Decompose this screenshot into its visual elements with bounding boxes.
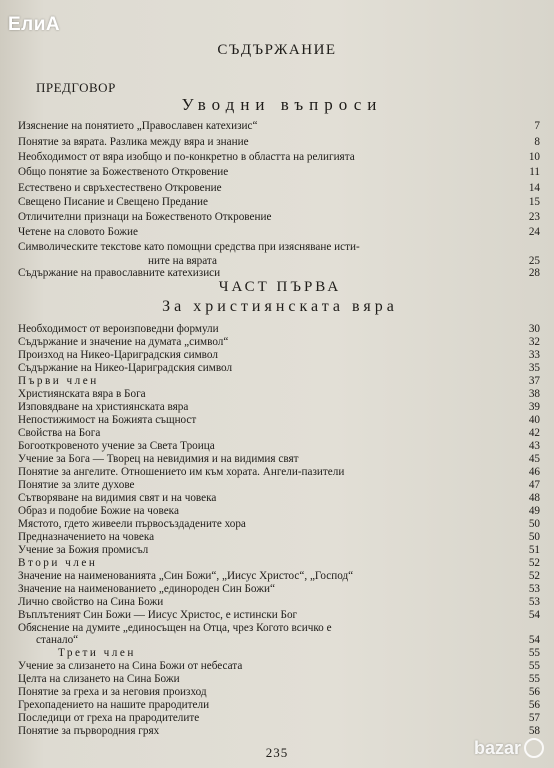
toc-entry-title: Втори член: [18, 557, 98, 569]
toc-entry-page: 11: [529, 166, 540, 178]
part-title: За християнската вяра: [162, 298, 398, 315]
toc-entry-page: 14: [528, 182, 540, 194]
toc-entry-title: Значение на наименованията „Син Божи“, „Иисус Христос“, „Господ“: [18, 570, 354, 582]
page-title: СЪДЪРЖАНИЕ: [217, 42, 337, 58]
toc-entry: [18, 241, 540, 253]
toc-entry-page: 52: [528, 570, 540, 582]
toc-entry: [18, 570, 540, 582]
toc-entry: [18, 414, 540, 426]
toc-entry-title: Понятие за злите духове: [18, 479, 135, 491]
toc-entry: [18, 388, 540, 400]
toc-entry: [18, 151, 540, 163]
toc-entry-page: 55: [528, 660, 540, 672]
toc-entry-page: 15: [528, 196, 540, 208]
toc-entry-page: 30: [528, 323, 540, 335]
toc-entry: [18, 673, 540, 685]
toc-entry-page: 43: [528, 440, 540, 452]
toc-entry-page: 24: [528, 226, 540, 238]
toc-entry: [18, 583, 540, 595]
toc-entry-page: 25: [528, 255, 540, 267]
toc-entry-page: 35: [528, 362, 540, 374]
toc-entry-page: 56: [528, 699, 540, 711]
toc-entry-title: Четене на словото Божие: [18, 226, 138, 238]
toc-entry-title: Християнската вяра в Бога: [18, 388, 146, 400]
toc-entry: [18, 267, 540, 279]
toc-entry-page: 50: [528, 518, 540, 530]
toc-entry-page: 45: [528, 453, 540, 465]
toc-entry-page: 32: [528, 336, 540, 348]
toc-entry: [18, 596, 540, 608]
toc-entry-page: 39: [528, 401, 540, 413]
toc-entry-page: 53: [528, 596, 540, 608]
toc-entry-page: 56: [528, 686, 540, 698]
logo-circle-icon: [524, 738, 544, 758]
toc-entry-page: 10: [528, 151, 540, 163]
toc-entry-title: Въплътеният Син Божи — Иисус Христос, е истински Бог: [18, 609, 298, 621]
toc-entry-page: 52: [528, 557, 540, 569]
toc-entry-title: Общо понятие за Божественото Откровение: [18, 166, 229, 178]
toc-entry: [18, 136, 540, 148]
toc-entry-title: Съдържание на Никео-Цариградския символ: [18, 362, 233, 374]
bazar-logo-text: bazar: [473, 737, 521, 758]
toc-entry: [18, 531, 540, 543]
toc-entry-title: Понятие за греха и за неговия произход: [18, 686, 207, 698]
toc-entry: [18, 609, 540, 621]
toc-entry: [18, 660, 540, 672]
toc-entry-title: Последици от греха на прародителите: [18, 712, 200, 724]
toc-entry: [18, 401, 540, 413]
toc-member-heading: [18, 647, 540, 659]
toc-entry-title: Обяснение на думите „единосъщен на Отца, чрез Когото всичко е: [18, 622, 332, 634]
toc-entry-title: Целта на слизането на Сина Божи: [18, 673, 180, 685]
toc-entry-page: 55: [528, 647, 540, 659]
toc-entry: [18, 336, 540, 348]
toc-entry-page: 54: [528, 609, 540, 621]
toc-entry-page: 53: [528, 583, 540, 595]
toc-entry: [18, 686, 540, 698]
toc-entry: [18, 349, 540, 361]
toc-member-heading: [18, 375, 540, 387]
toc-entry-page: 33: [528, 349, 540, 361]
toc-entry-title: Богооткровеното учение за Света Троица: [18, 440, 215, 452]
toc-entry-title: Учение за Божия промисъл: [18, 544, 149, 556]
toc-entry-title: Изповядване на християнската вяра: [18, 401, 189, 413]
toc-entry-title: Непостижимост на Божията същност: [18, 414, 197, 426]
toc-entry-title: Необходимост от вероизповедни формули: [18, 323, 219, 335]
toc-entry-title: Трети член: [58, 647, 136, 659]
page-number: 235: [265, 745, 289, 760]
toc-entry-title: станало“: [36, 634, 79, 646]
toc-entry: [18, 323, 540, 335]
toc-entry-title: Сътворяване на видимия свят и на човека: [18, 492, 217, 504]
toc-entry-page: 37: [528, 375, 540, 387]
toc-entry-title: Произход на Никео-Цариградския символ: [18, 349, 218, 361]
toc-entry-page: 46: [528, 466, 540, 478]
toc-member-heading: [18, 557, 540, 569]
toc-entry-title: Мястото, гдето живеели първосъздадените хора: [18, 518, 246, 530]
section-heading-introductory: Уводни въпроси: [181, 95, 383, 114]
toc-entry: [18, 255, 540, 267]
toc-entry-title: Предназначението на човека: [18, 531, 155, 543]
toc-entry: [18, 505, 540, 517]
toc-entry: [18, 634, 540, 646]
toc-entry: [18, 196, 540, 208]
toc-entry-page: 58: [528, 725, 540, 737]
toc-entry-title: ните на вярата: [148, 255, 217, 267]
toc-entry-title: Учение за слизането на Сина Божи от небесата: [18, 660, 243, 672]
toc-entry-page: 50: [528, 531, 540, 543]
toc-entry-page: 40: [528, 414, 540, 426]
toc-entry-page: 7: [534, 120, 540, 132]
toc-entry-page: 57: [528, 712, 540, 724]
toc-entry: [18, 622, 540, 634]
toc-entry: [18, 466, 540, 478]
toc-entry-page: 28: [528, 267, 540, 279]
toc-entry-title: Първи член: [18, 375, 99, 387]
toc-entry-title: Свещено Писание и Свещено Предание: [18, 196, 208, 208]
toc-entry: [18, 182, 540, 194]
toc-entry-page: 55: [528, 673, 540, 685]
toc-entry-title: Лично свойство на Сина Божи: [18, 596, 164, 608]
toc-entry-title: Свойства на Бога: [18, 427, 101, 439]
toc-entry: [18, 544, 540, 556]
toc-entry: [18, 211, 540, 223]
toc-entry-title: Понятие за ангелите. Отношението им към хората. Ангели-пазители: [18, 466, 345, 478]
toc-entry-page: 51: [528, 544, 540, 556]
toc-entry-title: Необходимост от вяра изобщо и по-конкретно в областта на религията: [18, 151, 355, 163]
toc-entry-title: Отличителни признаци на Божественото Откровение: [18, 211, 272, 223]
toc-entry: [18, 699, 540, 711]
toc-entry-title: Съдържание на православните катехизиси: [18, 267, 221, 279]
toc-entry-page: 49: [528, 505, 540, 517]
toc-entry: [18, 453, 540, 465]
part-label: ЧАСТ ПЪРВА: [218, 279, 342, 295]
toc-entry-title: Символическите текстове като помощни средства при изясняване исти-: [18, 241, 360, 253]
toc-entry-page: 48: [528, 492, 540, 504]
foreword-heading: ПРЕДГОВОР: [36, 80, 116, 95]
toc-entry-page: 47: [528, 479, 540, 491]
toc-entry-page: 38: [528, 388, 540, 400]
toc-entry-page: 42: [528, 427, 540, 439]
toc-entry: [18, 712, 540, 724]
toc-entry: [18, 492, 540, 504]
toc-entry: [18, 479, 540, 491]
toc-entry: [18, 427, 540, 439]
toc-entry: [18, 518, 540, 530]
toc-entry-page: 8: [534, 136, 540, 148]
toc-entry-title: Грехопадението на нашите прародители: [18, 699, 210, 711]
toc-entry: [18, 226, 540, 238]
toc-entry-title: Понятие за вярата. Разлика между вяра и знание: [18, 136, 249, 148]
bazar-watermark: [404, 730, 544, 766]
toc-entry-title: Естествено и свръхестествено Откровение: [18, 182, 222, 194]
toc-entry-page: 23: [528, 211, 540, 223]
watermark-logo: ЕлиА: [8, 14, 61, 35]
toc-entry-title: Значение на наименованието „единороден Син Божи“: [18, 583, 275, 595]
toc-entry: [18, 362, 540, 374]
toc-entry-page: 54: [528, 634, 540, 646]
toc-entry: [18, 120, 540, 132]
toc-entry-title: Съдържание и значение на думата „символ“: [18, 336, 229, 348]
toc-entry-title: Понятие за първородния грях: [18, 725, 160, 737]
toc-entry: [18, 440, 540, 452]
toc-entry-title: Образ и подобие Божие на човека: [18, 505, 179, 517]
toc-entry: [18, 166, 540, 178]
toc-entry-title: Изяснение на понятието „Православен катехизис“: [18, 120, 258, 132]
toc-entry-title: Учение за Бога — Творец на невидимия и на видимия свят: [18, 453, 299, 465]
